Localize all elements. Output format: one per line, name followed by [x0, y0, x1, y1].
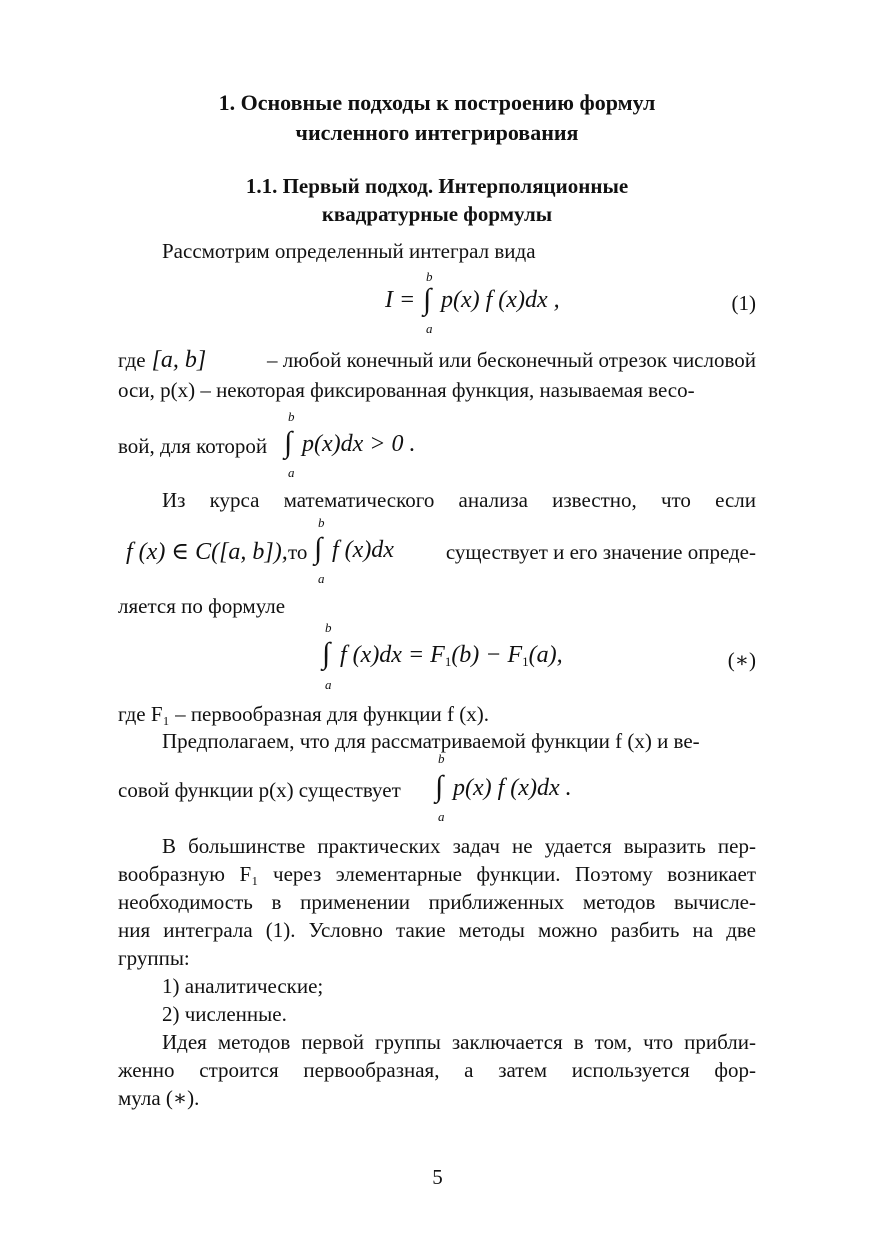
paragraph2-line3-prefix: вой, для которой — [118, 434, 268, 458]
paragraph7-line3: мула (∗). — [118, 1086, 200, 1110]
paragraph-weight-function — [118, 346, 756, 404]
equation-newton-leibniz — [320, 621, 620, 693]
eq1-upper-limit: b — [426, 269, 433, 284]
paragraph2-line1 — [118, 346, 756, 374]
paragraph3-line1: Из курса математического анализа известно, что если — [162, 488, 756, 512]
eq1-lower-limit: a — [426, 321, 433, 336]
paragraph6-line2: вообразную F₁ через элементарные функции. Поэтому возникает — [118, 862, 756, 886]
integral-sign-icon: ∫ — [423, 283, 432, 316]
p3-upper-limit: b — [318, 515, 325, 530]
page-number: 5 — [432, 1165, 443, 1189]
integral-sign-icon: ∫ — [322, 637, 331, 670]
p5-upper-limit: b — [438, 751, 445, 766]
subsection-title-line2: квадратурные формулы — [321, 202, 553, 226]
paragraph3-suffix: существует и его значение опреде- — [445, 540, 756, 564]
eq1-lhs: I = — [385, 287, 416, 313]
eq2-part2: (b) − F — [451, 642, 523, 668]
paragraph3-line3: ляется по формуле — [118, 594, 286, 618]
continuity-formula: f (x) ∈ C([a, b]), — [126, 539, 288, 565]
paragraph2-suffix: – любой конечный или бесконечный отрезок числовой — [267, 348, 756, 372]
equation-1 — [385, 270, 645, 340]
p2-formula: p(x)dx > 0 . — [302, 431, 416, 457]
paragraph2-line3 — [118, 410, 518, 480]
equation-star-number: (∗) — [727, 648, 756, 672]
p5-formula: p(x) f (x)dx . — [453, 775, 572, 801]
paragraph7-line1: Идея методов первой группы заключается в том, что прибли- — [162, 1030, 756, 1054]
section-title — [118, 88, 756, 148]
paragraph2-prefix: где — [118, 348, 146, 372]
paragraph6-line1: В большинстве практических задач не удается выразить пер- — [162, 834, 756, 858]
integral-sign-icon: ∫ — [435, 770, 444, 803]
paragraph5-prefix: совой функции p(x) существует — [118, 778, 401, 802]
paragraph-methods — [118, 832, 756, 1112]
eq2-upper-limit: b — [325, 620, 332, 635]
section-title-line1: 1. Основные подходы к построению формул — [218, 90, 656, 115]
paragraph-antiderivative: где F₁ – первообразная для функции f (x). — [118, 702, 489, 726]
list-item: 2) численные. — [162, 1002, 287, 1026]
paragraph5-line2 — [118, 752, 618, 824]
interval-formula: [a, b] — [151, 347, 207, 373]
integral-sign-icon: ∫ — [284, 426, 293, 459]
p3-lower-limit: a — [318, 571, 325, 586]
p3-integral: f (x)dx — [332, 537, 394, 563]
equation-1-number: (1) — [731, 291, 756, 315]
list-item: 1) аналитические; — [162, 974, 324, 998]
paragraph3-line2 — [118, 516, 756, 588]
paragraph3-to: то — [288, 540, 308, 564]
eq2-sub1: 1 — [444, 654, 452, 669]
eq2-part3: (a), — [528, 642, 563, 668]
p2-lower-limit: a — [288, 465, 295, 480]
eq2-part1: f (x)dx = F — [340, 642, 445, 668]
paragraph6-line4: ния интеграла (1). Условно такие методы можно разбить на две — [118, 918, 756, 942]
integral-sign-icon: ∫ — [314, 532, 323, 565]
paragraph5-line1: Предполагаем, что для рассматриваемой функции f (x) и ве- — [162, 729, 700, 753]
paragraph2-line2: оси, p(x) – некоторая фиксированная функция, называемая весо- — [118, 378, 695, 402]
section-title-line2: численного интегрирования — [295, 120, 579, 145]
subsection-title-line1: 1.1. Первый подход. Интерполяционные — [245, 174, 629, 198]
eq2-lower-limit: a — [325, 677, 332, 692]
paragraph6-line5: группы: — [118, 946, 190, 970]
eq2-body — [340, 641, 563, 676]
p2-upper-limit: b — [288, 409, 295, 424]
eq2-sub2: 1 — [522, 654, 529, 669]
subsection-title — [118, 172, 756, 228]
p5-lower-limit: a — [438, 809, 445, 824]
paragraph6-line3: необходимость в применении приближенных методов вычисле- — [118, 890, 756, 914]
paragraph7-line2: женно строится первообразная, а затем используется фор- — [118, 1058, 756, 1082]
paragraph-intro: Рассмотрим определенный интеграл вида — [162, 239, 536, 263]
eq1-integrand: p(x) f (x)dx , — [441, 287, 560, 313]
